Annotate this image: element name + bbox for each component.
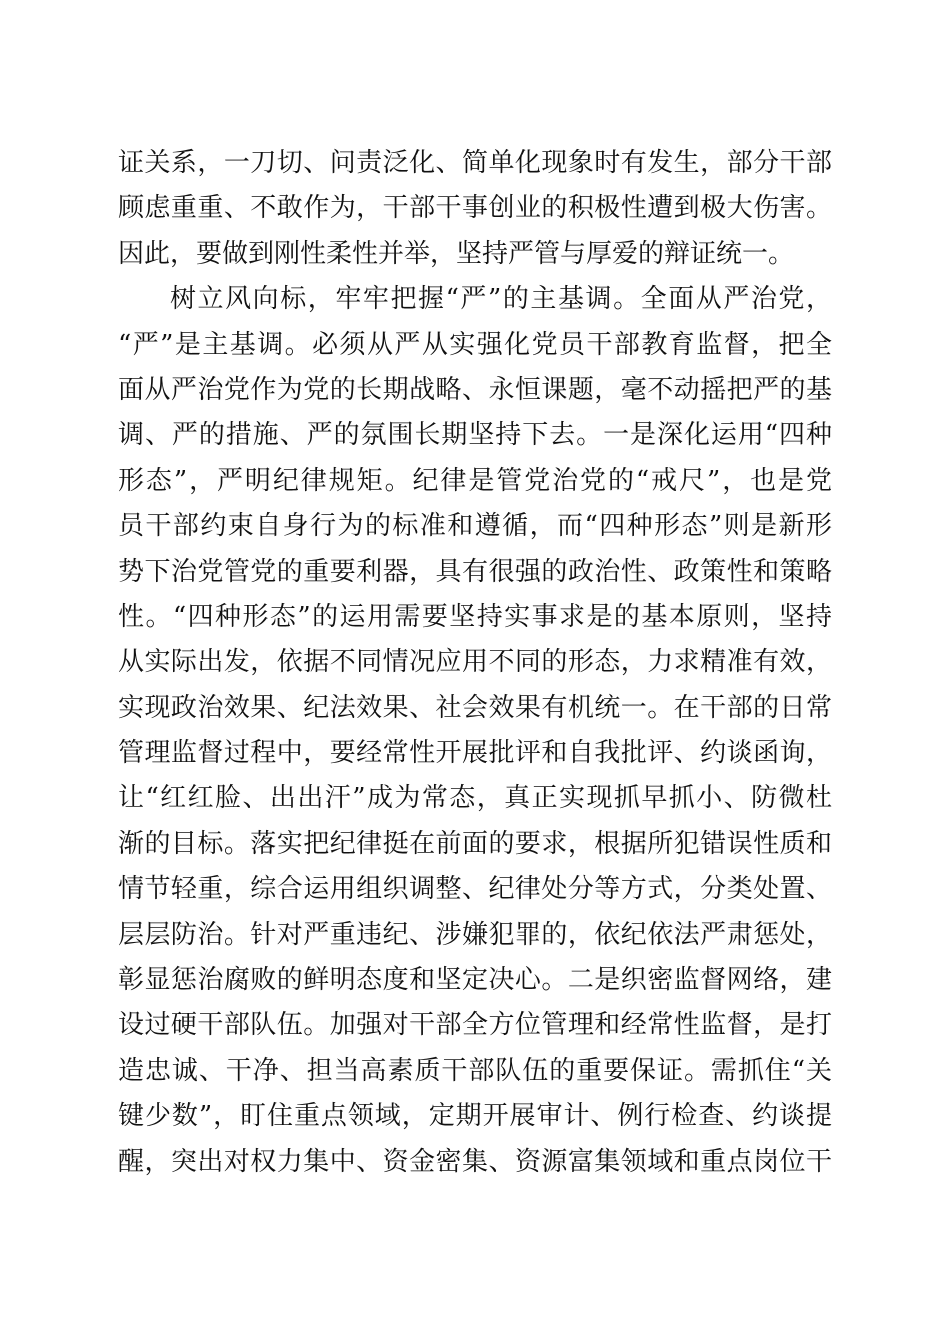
text-line: 层层防治。针对严重违纪、涉嫌犯罪的，依纪依法严肃惩处， xyxy=(118,919,832,950)
text-line: 情节轻重，综合运用组织调整、纪律处分等方式，分类处置、 xyxy=(118,874,832,905)
text-line: 键少数”，盯住重点领域，定期开展审计、例行检查、约谈提 xyxy=(118,1101,832,1132)
text-line: 彰显惩治腐败的鲜明态度和坚定决心。二是织密监督网络，建 xyxy=(118,965,832,996)
text-line: 渐的目标。落实把纪律挺在前面的要求，根据所犯错误性质和 xyxy=(118,828,832,859)
text-line: 调、严的措施、严的氛围长期坚持下去。一是深化运用“四种 xyxy=(118,420,832,451)
text-line: 醒，突出对权力集中、资金密集、资源富集领域和重点岗位干 xyxy=(118,1146,832,1177)
text-line: 性。“四种形态”的运用需要坚持实事求是的基本原则，坚持 xyxy=(118,601,832,632)
text-line: 管理监督过程中，要经常性开展批评和自我批评、约谈函询， xyxy=(118,738,832,769)
text-line: 因此，要做到刚性柔性并举，坚持严管与厚爱的辩证统一。 xyxy=(118,238,795,269)
text-line: “严”是主基调。必须从严从实强化党员干部教育监督，把全 xyxy=(118,329,832,360)
text-line: 造忠诚、干净、担当高素质干部队伍的重要保证。需抓住“关 xyxy=(118,1055,832,1086)
text-line: 面从严治党作为党的长期战略、永恒课题，毫不动摇把严的基 xyxy=(118,374,832,405)
text-line: 形态”，严明纪律规矩。纪律是管党治党的“戒尺”，也是党 xyxy=(118,465,832,496)
text-line: 员干部约束自身行为的标准和遵循，而“四种形态”则是新形 xyxy=(118,511,832,542)
text-line: 证关系，一刀切、问责泛化、简单化现象时有发生，部分干部 xyxy=(118,148,832,178)
text-line: 设过硬干部队伍。加强对干部全方位管理和经常性监督，是打 xyxy=(118,1010,832,1041)
body-text xyxy=(118,141,832,1185)
paragraph-first-line: 树立风向标，牢牢把握“严”的主基调。全面从严治党， xyxy=(170,284,832,315)
text-line: 顾虑重重、不敢作为，干部干事创业的积极性遭到极大伤害。 xyxy=(118,193,832,224)
text-line: 让“红红脸、出出汗”成为常态，真正实现抓早抓小、防微杜 xyxy=(118,783,832,814)
text-line: 实现政治效果、纪法效果、社会效果有机统一。在干部的日常 xyxy=(118,692,832,723)
text-line: 势下治党管党的重要利器，具有很强的政治性、政策性和策略 xyxy=(118,556,832,587)
text-line: 从实际出发，依据不同情况应用不同的形态，力求精准有效， xyxy=(118,647,832,678)
